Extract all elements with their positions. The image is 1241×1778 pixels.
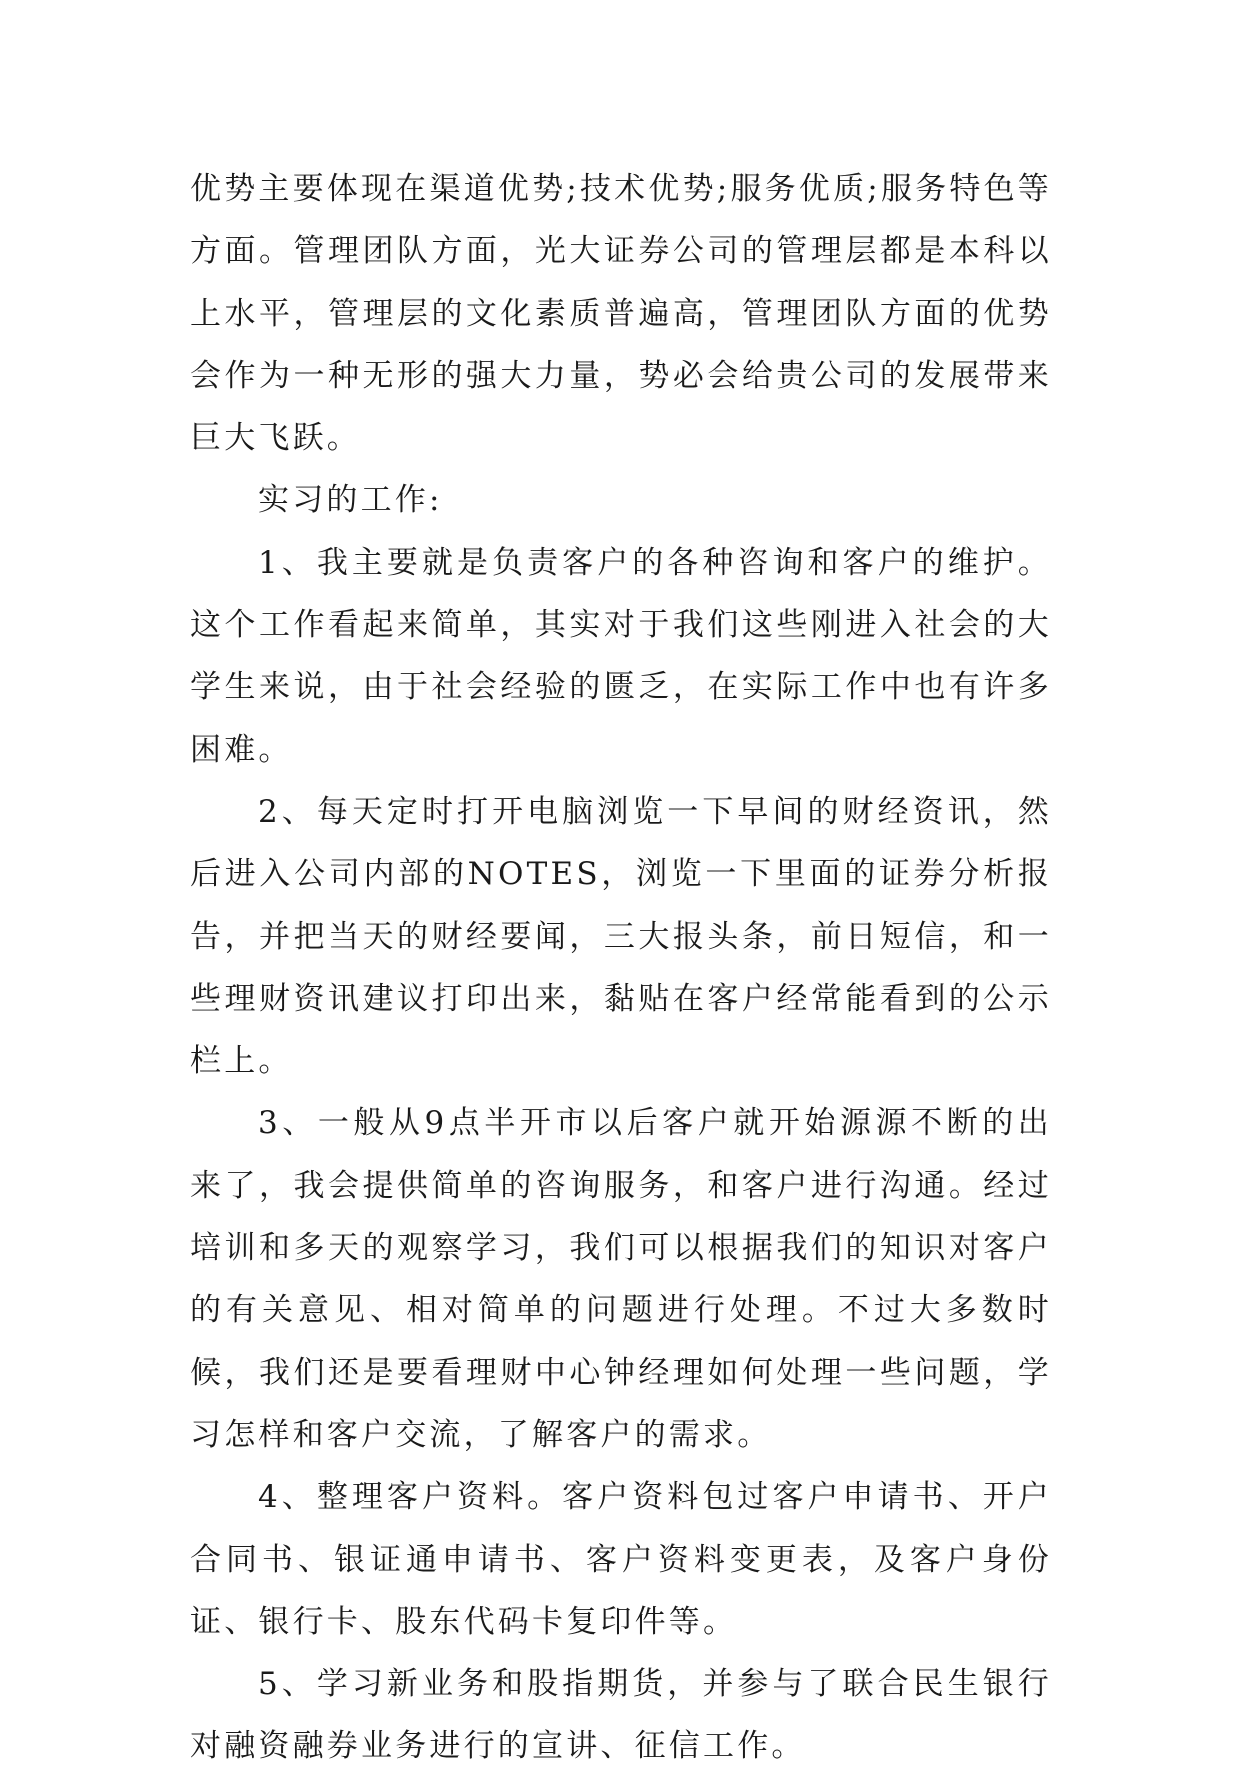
paragraph-item-1: 1、我主要就是负责客户的各种咨询和客户的维护。这个工作看起来简单，其实对于我们这些刚进入社会的大学生来说，由于社会经验的匮乏，在实际工作中也有许多困难。	[190, 544, 1052, 768]
document-body	[190, 158, 1052, 1778]
paragraph-item-3: 3、一般从9点半开市以后客户就开始源源不断的出来了，我会提供简单的咨询服务，和客户进行沟通。经过培训和多天的观察学习，我们可以根据我们的知识对客户的有关意见、相对简单的问题进行处理。不过大多数时候，我们还是要看理财中心钟经理如何处理一些问题，学习怎样和客户交流，了解客户的需求。	[190, 1105, 1052, 1453]
paragraph-item-2: 2、每天定时打开电脑浏览一下早间的财经资讯，然后进入公司内部的NOTES，浏览一下里面的证券分析报告，并把当天的财经要闻，三大报头条，前日短信，和一些理财资讯建议打印出来，黏贴在客户经常能看到的公示栏上。	[190, 793, 1052, 1080]
paragraph-intro: 优势主要体现在渠道优势;技术优势;服务优质;服务特色等方面。管理团队方面，光大证券公司的管理层都是本科以上水平，管理层的文化素质普遍高，管理团队方面的优势会作为一种无形的强大力量，势必会给贵公司的发展带来巨大飞跃。	[190, 171, 1052, 457]
paragraph-heading-internship-work: 实习的工作:	[258, 482, 443, 519]
paragraph-item-5: 5、学习新业务和股指期货，并参与了联合民生银行对融资融券业务进行的宣讲、征信工作。	[190, 1666, 1052, 1765]
paragraph-item-4: 4、整理客户资料。客户资料包过客户申请书、开户合同书、银证通申请书、客户资料变更表，及客户身份证、银行卡、股东代码卡复印件等。	[190, 1479, 1052, 1640]
